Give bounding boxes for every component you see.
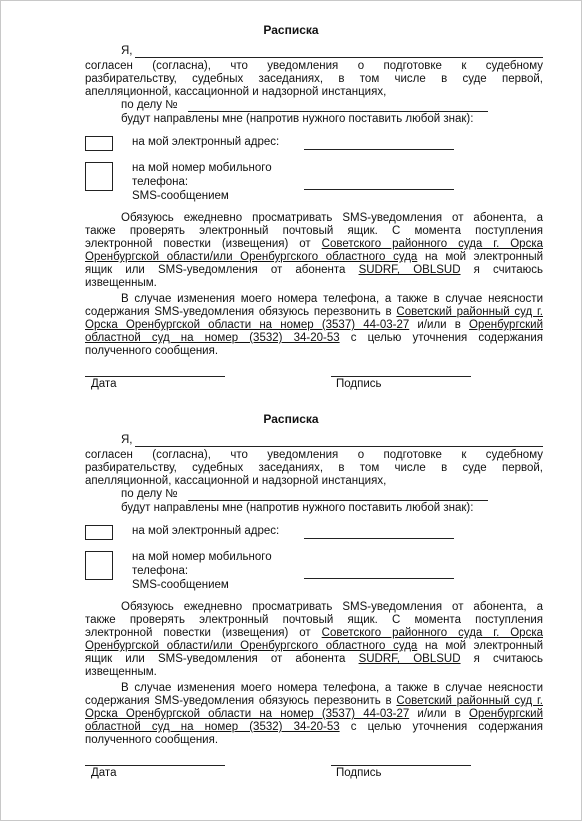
consent-line-3: апелляционной, кассационной и надзорной инстанциях, xyxy=(85,475,387,487)
phone-option-label-3: SMS-сообщением xyxy=(132,579,229,591)
p2-line-5: полученного сообщения. xyxy=(85,345,219,357)
p1-line-1: Обязуюсь ежедневно просматривать SMS-уведомления от абонента, а xyxy=(121,212,543,224)
email-field-line[interactable] xyxy=(304,149,454,150)
email-checkbox[interactable] xyxy=(85,136,113,151)
date-label: Дата xyxy=(91,378,117,390)
date-field-line[interactable] xyxy=(85,765,225,766)
p2-line-3: Орска Оренбургской области на номер (3537) 44-03-27 и/или в Оренбургский xyxy=(85,708,544,720)
p1-line-2: также проверять электронный почтовый ящик. С момента поступления xyxy=(85,225,543,237)
signature-label: Подпись xyxy=(336,378,382,390)
consent-line-2: разбирательству, судебных заседаниях, в том числе в суде первой, xyxy=(85,73,543,85)
case-number-line[interactable] xyxy=(188,111,488,112)
phone-option-label-2: телефона: xyxy=(132,565,189,577)
receipt-title: Расписка xyxy=(263,23,319,37)
p2-line-4: областной суд на номер (3532) 34-20-53 с целью уточнения содержания xyxy=(85,721,543,733)
name-field-line[interactable] xyxy=(135,446,543,447)
date-field-line[interactable] xyxy=(85,376,225,377)
p1-line-3: электронной повестки (извещения) от Советского районного суда г. Орска xyxy=(85,627,543,639)
p2-line-3: Орска Оренбургской области на номер (3537) 44-03-27 и/или в Оренбургский xyxy=(85,319,544,331)
signature-field-line[interactable] xyxy=(331,765,471,766)
p2-line-1: В случае изменения моего номера телефона, а также в случае неясности xyxy=(121,682,543,694)
receipt-title: Расписка xyxy=(263,412,319,426)
receipt-1 xyxy=(1,23,581,393)
sent-label: будут направлены мне (напротив нужного поставить любой знак): xyxy=(121,502,474,514)
p1-line-1: Обязуюсь ежедневно просматривать SMS-уведомления от абонента, а xyxy=(121,601,543,613)
p2-line-2: содержания SMS-уведомления обязуюсь перезвонить в Советский районный суд г. xyxy=(85,306,543,318)
name-field-line[interactable] xyxy=(135,57,543,58)
i-label: Я, xyxy=(121,434,133,446)
p1-line-2: также проверять электронный почтовый ящик. С момента поступления xyxy=(85,614,543,626)
phone-field-line[interactable] xyxy=(304,578,454,579)
p2-line-5: полученного сообщения. xyxy=(85,734,219,746)
p1-line-4: Оренбургской области/или Оренбургского областного суда на мой электронный xyxy=(85,251,544,263)
p1-line-5: ящик или SMS-уведомления от абонента SUDRF, OBLSUD я считаюсь xyxy=(85,653,543,665)
consent-line-2: разбирательству, судебных заседаниях, в том числе в суде первой, xyxy=(85,462,543,474)
email-checkbox[interactable] xyxy=(85,525,113,540)
receipt-2 xyxy=(1,412,581,782)
signature-label: Подпись xyxy=(336,767,382,779)
phone-option-label-2: телефона: xyxy=(132,176,189,188)
p1-line-6: извещенным. xyxy=(85,277,157,289)
phone-checkbox[interactable] xyxy=(85,162,113,191)
email-field-line[interactable] xyxy=(304,538,454,539)
phone-option-label-3: SMS-сообщением xyxy=(132,190,229,202)
consent-line-1: согласен (согласна), что уведомления о подготовке к судебному xyxy=(85,60,543,72)
phone-option-label-1: на мой номер мобильного xyxy=(132,162,272,174)
case-label: по делу № xyxy=(121,99,178,111)
consent-line-3: апелляционной, кассационной и надзорной инстанциях, xyxy=(85,86,387,98)
p2-line-1: В случае изменения моего номера телефона, а также в случае неясности xyxy=(121,293,543,305)
phone-option-label-1: на мой номер мобильного xyxy=(132,551,272,563)
case-label: по делу № xyxy=(121,488,178,500)
p2-line-2: содержания SMS-уведомления обязуюсь перезвонить в Советский районный суд г. xyxy=(85,695,543,707)
phone-checkbox[interactable] xyxy=(85,551,113,580)
email-option-label: на мой электронный адрес: xyxy=(132,136,280,148)
p1-line-4: Оренбургской области/или Оренбургского областного суда на мой электронный xyxy=(85,640,544,652)
i-label: Я, xyxy=(121,45,133,57)
p1-line-6: извещенным. xyxy=(85,666,157,678)
signature-field-line[interactable] xyxy=(331,376,471,377)
p1-line-3: электронной повестки (извещения) от Советского районного суда г. Орска xyxy=(85,238,543,250)
p1-line-5: ящик или SMS-уведомления от абонента SUDRF, OBLSUD я считаюсь xyxy=(85,264,543,276)
sent-label: будут направлены мне (напротив нужного поставить любой знак): xyxy=(121,113,474,125)
phone-field-line[interactable] xyxy=(304,189,454,190)
consent-line-1: согласен (согласна), что уведомления о подготовке к судебному xyxy=(85,449,543,461)
email-option-label: на мой электронный адрес: xyxy=(132,525,280,537)
case-number-line[interactable] xyxy=(188,500,488,501)
date-label: Дата xyxy=(91,767,117,779)
p2-line-4: областной суд на номер (3532) 34-20-53 с целью уточнения содержания xyxy=(85,332,543,344)
